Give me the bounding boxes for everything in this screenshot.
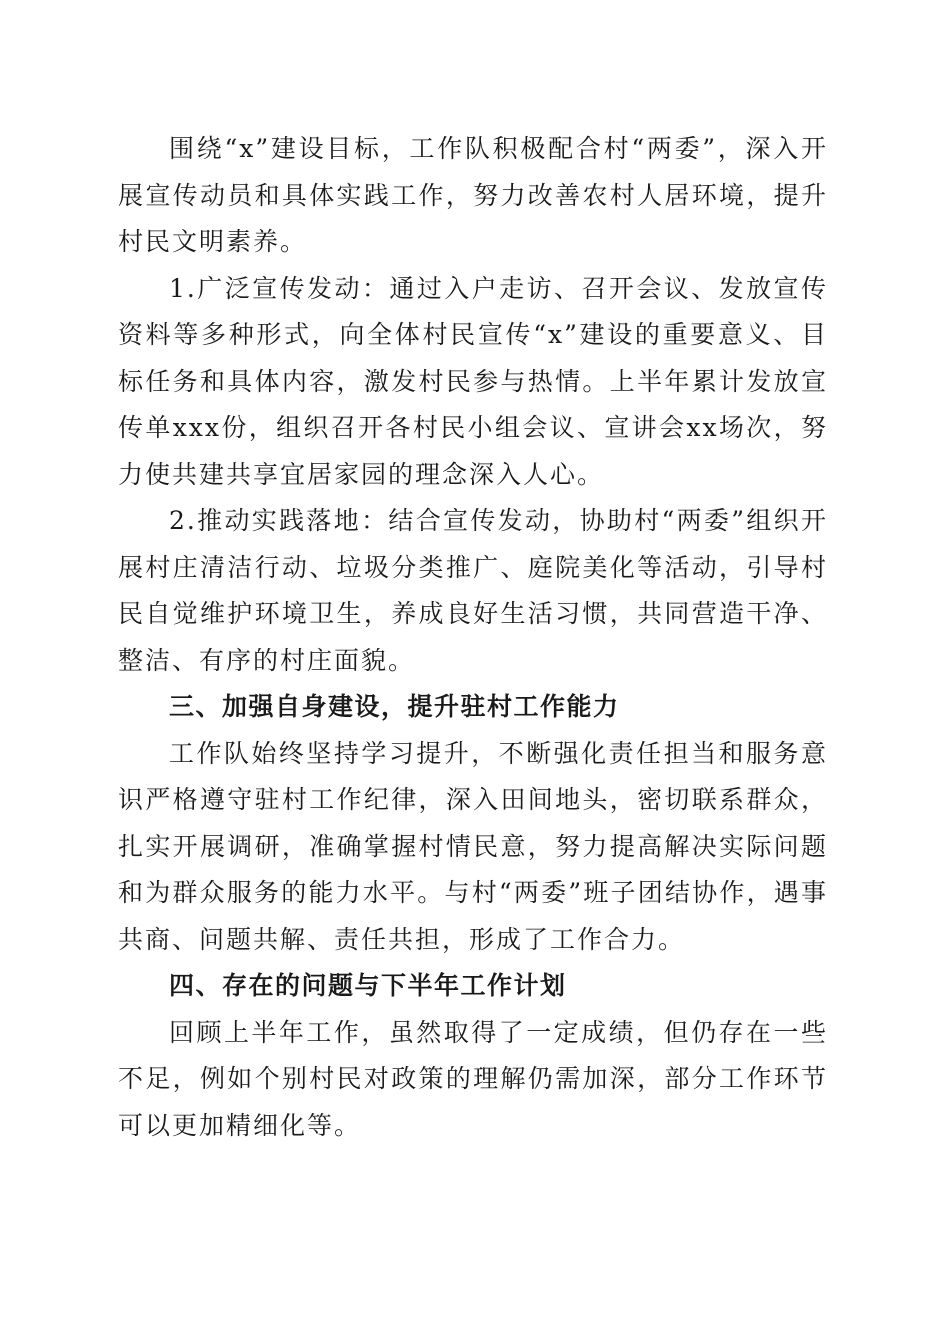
section-heading-three: 三、加强自身建设，提升驻村工作能力: [169, 692, 620, 721]
section-heading-four: 四、存在的问题与下半年工作计划: [169, 971, 567, 1000]
paragraph-problems: 回顾上半年工作，虽然取得了一定成绩，但仍存在一些不足，例如个别村民对政策的理解仍需加深，部分工作环节可以更加精细化等。: [118, 1017, 828, 1140]
paragraph-self-building: 工作队始终坚持学习提升，不断强化责任担当和服务意识严格遵守驻村工作纪律，深入田间地头，密切联系群众，扎实开展调研，准确掌握村情民意，努力提高解决实际问题和为群众服务的能力水平。与村“两委”班子团结协作，遇事共商、问题共解、责任共担，形成了工作合力。: [118, 738, 828, 954]
paragraph-intro: 围绕“x”建设目标，工作队积极配合村“两委”，深入开展宣传动员和具体实践工作，努力改善农村人居环境，提升村民文明素养。: [118, 134, 828, 256]
document-page: [118, 126, 828, 1149]
paragraph-practice: 2.推动实践落地：结合宣传发动，协助村“两委”组织开展村庄清洁行动、垃圾分类推广、庭院美化等活动，引导村民自觉维护环境卫生，养成良好生活习惯，共同营造干净、整洁、有序的村庄面貌。: [118, 506, 828, 675]
paragraph-publicity: 1.广泛宣传发动：通过入户走访、召开会议、发放宣传资料等多种形式，向全体村民宣传“x”建设的重要意义、目标任务和具体内容，激发村民参与热情。上半年累计发放宣传单xxx份，组织召开各村民小组会议、宣讲会xx场次，努力使共建共享宜居家园的理念深入人心。: [118, 273, 828, 489]
